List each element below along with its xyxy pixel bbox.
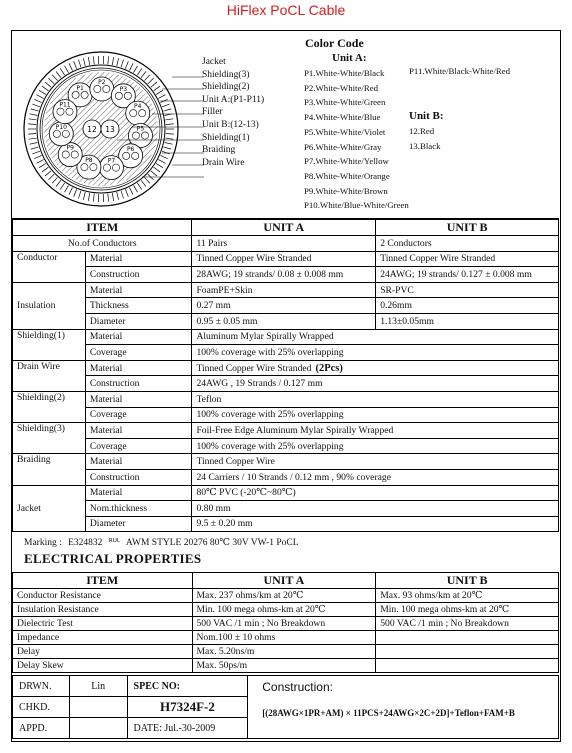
spec-row-label: Construction — [85, 469, 192, 485]
spec-group-name: Shielding(2) — [13, 391, 86, 422]
electrical-unit-a: Max. 50ps/m — [192, 659, 376, 673]
spec-row — [13, 454, 559, 470]
drawn-by-value: Lin — [69, 676, 127, 697]
pair-element — [99, 156, 123, 180]
spec-row-unit-a — [192, 376, 559, 392]
spec-header-unit-b: UNIT B — [376, 220, 559, 236]
electrical-row — [13, 659, 559, 673]
electrical-unit-b: Min. 100 mega ohms-km at 20℃ — [376, 603, 559, 617]
spec-row-label: Material — [85, 423, 192, 439]
electrical-properties-table — [12, 572, 559, 673]
spec-row — [13, 438, 559, 454]
spec-row-label: Nom.thickness — [85, 501, 192, 517]
spec-value-text: Foil-Free Edge Aluminum Mylar Spirally Wrapped — [196, 424, 394, 436]
spec-value-text: 24 Carriers / 10 Strands / 0.12 mm , 90% coverage — [196, 471, 391, 483]
spec-row-unit-a — [192, 251, 376, 267]
spec-row-label: Material — [85, 329, 192, 345]
electrical-item: Dielectric Test — [13, 617, 193, 631]
spec-row-unit-b: Tinned Copper Wire Stranded — [376, 251, 559, 267]
spec-value-text: 80℃ PVC (-20℃~80℃) — [196, 487, 296, 499]
spec-row — [13, 391, 559, 407]
electrical-unit-b — [376, 631, 559, 645]
electrical-unit-b — [376, 659, 559, 673]
spec-value-text: 0.80 mm — [196, 502, 231, 514]
spec-row-unit-b: SR-PVC — [376, 282, 559, 298]
color-code-title: Color Code — [305, 36, 364, 50]
spec-header-row — [13, 220, 559, 236]
spec-no-label: SPEC NO: — [127, 676, 248, 697]
pair-label: P8 — [85, 157, 93, 165]
electrical-item: Insulation Resistance — [13, 603, 193, 617]
electrical-unit-b: Max. 93 ohms/km at 20℃ — [376, 589, 559, 603]
construction-label: Construction: — [262, 680, 333, 694]
spec-row — [13, 282, 559, 298]
construction-spec-table — [12, 219, 559, 532]
pair-label: P6 — [126, 145, 135, 153]
spec-row-label: Diameter — [85, 313, 192, 329]
electrical-properties-title: ELECTRICAL PROPERTIES — [24, 551, 202, 566]
spec-value-text: Aluminum Mylar Spirally Wrapped — [196, 331, 334, 343]
spec-row — [13, 360, 559, 376]
pair-element — [49, 122, 73, 146]
conductor-count-b: 2 Conductors — [376, 236, 559, 252]
unit-a-color-item: P8.White-White/Orange — [304, 170, 390, 181]
construction-formula: [(28AWG×1PR+AM) × 11PCS+24AWG×2C+2D]+Teflon+FAM+B — [262, 708, 515, 718]
pair-element — [90, 77, 114, 101]
electrical-header-unit-a: UNIT A — [192, 573, 376, 589]
unit-b-color-title: Unit B: — [409, 110, 444, 122]
spec-value-text: 0.95 ± 0.05 mm — [196, 315, 258, 327]
diagram-callout: Shielding(2) — [202, 82, 250, 93]
approved-by-value — [69, 718, 127, 739]
electrical-header-row — [13, 573, 559, 589]
cable-cross-section-diagram — [22, 41, 204, 221]
electrical-item: Delay Skew — [13, 659, 193, 673]
title-block — [12, 675, 559, 739]
spec-value-text: 100% coverage with 25% overlapping — [196, 346, 344, 358]
spec-value-text: 28AWG; 19 strands/ 0.08 ± 0.008 mm — [196, 268, 344, 280]
electrical-unit-b — [376, 645, 559, 659]
diagram-callout: Unit B:(12-13) — [202, 119, 259, 130]
unit-a-color-item: P5.White-White/Violet — [304, 126, 386, 137]
unit-a-color-item: P4.White-White/Blue — [304, 112, 381, 123]
spec-row — [13, 485, 559, 501]
spec-row — [13, 267, 559, 283]
spec-row — [13, 407, 559, 423]
pair-label: P5 — [136, 125, 145, 133]
diagram-callout: Jacket — [202, 57, 226, 67]
page-title: HiFlex PoCL Cable — [226, 2, 346, 18]
checked-by-value — [69, 697, 127, 718]
conductor-count-a: 11 Pairs — [192, 236, 376, 252]
spec-row-unit-a — [192, 282, 376, 298]
spec-row-unit-a — [192, 407, 559, 423]
spec-row-unit-a — [192, 345, 559, 361]
spec-row-unit-a — [192, 298, 376, 314]
approved-by-label: APPD. — [13, 718, 70, 739]
spec-sheet-frame — [11, 30, 561, 742]
spec-header-item: ITEM — [13, 220, 192, 236]
spec-value-note: (2Pcs) — [315, 362, 343, 374]
electrical-header-item: ITEM — [13, 573, 193, 589]
pair-label: P4 — [134, 103, 142, 111]
spec-row-unit-a — [192, 485, 559, 501]
spec-group-name: Braiding — [13, 454, 86, 485]
spec-row-unit-a — [192, 391, 559, 407]
diagram-callout: Shielding(3) — [202, 69, 250, 80]
spec-row-unit-a — [192, 267, 376, 283]
pair-label: P7 — [107, 157, 116, 165]
electrical-unit-a: Nom.100 ± 10 ohms — [192, 631, 376, 645]
spec-row-label: Material — [85, 391, 192, 407]
spec-value-text: FoamPE+Skin — [196, 284, 253, 296]
spec-row-label: Material — [85, 485, 192, 501]
spec-row — [13, 501, 559, 517]
pair-element — [53, 100, 77, 124]
spec-row-unit-b: 24AWG; 19 strands/ 0.127 ± 0.008 mm — [376, 267, 559, 283]
unit-b-conductor-label: 12 — [87, 125, 97, 134]
spec-row-label: Diameter — [85, 516, 192, 532]
spec-group-name: Drain Wire — [13, 360, 86, 391]
conductor-count-label: No.of Conductors — [13, 236, 192, 252]
pair-label: P3 — [119, 85, 128, 93]
electrical-row — [13, 589, 559, 603]
spec-row-unit-a — [192, 329, 559, 345]
spec-group-name: Insulation — [13, 282, 86, 329]
pair-label: P9 — [66, 144, 74, 152]
electrical-unit-b: 500 VAC /1 min ; No Breakdown — [376, 617, 559, 631]
unit-b-color-list — [409, 124, 441, 153]
pair-label: P10 — [55, 123, 67, 131]
pair-label: P1 — [76, 84, 84, 92]
unit-b-conductor-label: 13 — [105, 125, 115, 134]
spec-row — [13, 516, 559, 532]
spec-row — [13, 329, 559, 345]
spec-row-label: Material — [85, 282, 192, 298]
electrical-unit-a: Min. 100 mega ohms-km at 20℃ — [192, 603, 376, 617]
spec-value-text: Teflon — [196, 393, 222, 405]
spec-row — [13, 313, 559, 329]
diagram-callout: Braiding — [202, 145, 236, 156]
cable-overview — [12, 31, 559, 219]
unit-a-color-item: P7.White-White/Yellow — [304, 156, 389, 167]
electrical-row — [13, 617, 559, 631]
unit-a-color-list — [304, 66, 409, 213]
spec-value-text: Tinned Copper Wire Stranded — [196, 253, 312, 265]
spec-row-unit-a — [192, 469, 559, 485]
electrical-item: Impedance — [13, 631, 193, 645]
electrical-unit-a: Max. 237 ohms/km at 20℃ — [192, 589, 376, 603]
spec-row-unit-a — [192, 360, 559, 376]
spec-row — [13, 423, 559, 439]
spec-value-text: 100% coverage with 25% overlapping — [196, 440, 344, 452]
spec-row-unit-a — [192, 438, 559, 454]
spec-row-unit-a — [192, 313, 376, 329]
spec-group-name: Conductor — [13, 251, 86, 282]
spec-value-text: Tinned Copper Wire Stranded — [196, 362, 312, 374]
ul-recognized-icon: ᴿᵁᴸ — [108, 538, 121, 548]
spec-row — [13, 469, 559, 485]
unit-a-color-p11: P11.White/Black-White/Red — [409, 66, 511, 76]
unit-b-color-item: 12.Red — [409, 126, 435, 136]
spec-row-label: Material — [85, 360, 192, 376]
spec-value-text: 0.27 mm — [196, 300, 231, 312]
marking-label: Marking : — [24, 538, 62, 548]
spec-value-text: 9.5 ± 0.20 mm — [196, 518, 253, 530]
spec-row — [13, 251, 559, 267]
spec-row-label: Construction — [85, 267, 192, 283]
spec-row-label: Coverage — [85, 407, 192, 423]
electrical-item: Delay — [13, 645, 193, 659]
cable-marking — [24, 537, 303, 548]
unit-a-color-item: P6.White-White/Gray — [304, 141, 382, 152]
spec-row-unit-b: 1.13±0.05mm — [376, 313, 559, 329]
spec-row — [13, 345, 559, 361]
diagram-callouts — [202, 56, 264, 169]
electrical-unit-a: Max. 5.20ns/m — [192, 645, 376, 659]
spec-row-label: Construction — [85, 376, 192, 392]
unit-a-color-title: Unit A: — [332, 52, 367, 64]
pair-element — [126, 101, 150, 125]
unit-a-color-item: P3.White-White/Green — [304, 97, 386, 108]
electrical-unit-a: 500 VAC /1 min ; No Breakdown — [192, 617, 376, 631]
pair-label: P2 — [98, 79, 106, 87]
spec-row — [13, 376, 559, 392]
spec-row-label: Coverage — [85, 438, 192, 454]
diagram-callout: Unit A:(P1-P11) — [202, 94, 265, 105]
spec-row-unit-a — [192, 454, 559, 470]
diagram-callout: Drain Wire — [202, 157, 245, 168]
spec-value-text: 100% coverage with 25% overlapping — [196, 409, 344, 421]
electrical-row — [13, 603, 559, 617]
spec-group-name: Shielding(1) — [13, 329, 86, 360]
spec-value-text: Tinned Copper Wire — [196, 456, 275, 468]
electrical-row — [13, 631, 559, 645]
diagram-callout: Filler — [202, 107, 223, 118]
spec-header-unit-a: UNIT A — [192, 220, 376, 236]
spec-row-unit-b: 0.26mm — [376, 298, 559, 314]
unit-a-color-item: P2.White-White/Red — [304, 82, 379, 93]
unit-a-color-item: P9.White-White/Brown — [304, 185, 388, 196]
marking-file-no: E324832 — [68, 538, 103, 548]
pair-label: P11 — [59, 101, 71, 109]
spec-row-conductor-count — [13, 236, 559, 252]
unit-b-color-item: 13.Black — [409, 140, 441, 151]
spec-date: DATE: Jul.-30-2009 — [127, 718, 248, 739]
spec-group-name: Jacket — [13, 485, 86, 532]
spec-row-label: Thickness — [85, 298, 192, 314]
drawn-by-label: DRWN. — [13, 676, 70, 697]
spec-row-unit-a — [192, 423, 559, 439]
spec-no-value: H7324F-2 — [127, 697, 248, 718]
spec-row-unit-a — [192, 516, 559, 532]
electrical-row — [13, 645, 559, 659]
electrical-header-unit-b: UNIT B — [376, 573, 559, 589]
unit-a-color-item: P10.White/Blue-White/Green — [304, 200, 409, 211]
spec-row-label: Material — [85, 454, 192, 470]
construction-cell — [248, 676, 559, 739]
spec-row-label: Material — [85, 251, 192, 267]
checked-by-label: CHKD. — [13, 697, 70, 718]
spec-group-name: Shielding(3) — [13, 423, 86, 454]
unit-a-color-item: P1.White-White/Black — [304, 68, 385, 78]
spec-row — [13, 298, 559, 314]
diagram-callout: Shielding(1) — [202, 132, 250, 143]
spec-value-text: 24AWG , 19 Strands / 0.127 mm — [196, 378, 323, 390]
electrical-item: Conductor Resistance — [13, 589, 193, 603]
spec-row-label: Coverage — [85, 345, 192, 361]
marking-text: AWM STYLE 20276 80℃ 30V VW-1 PoCL — [125, 538, 299, 548]
spec-row-unit-a — [192, 501, 559, 517]
